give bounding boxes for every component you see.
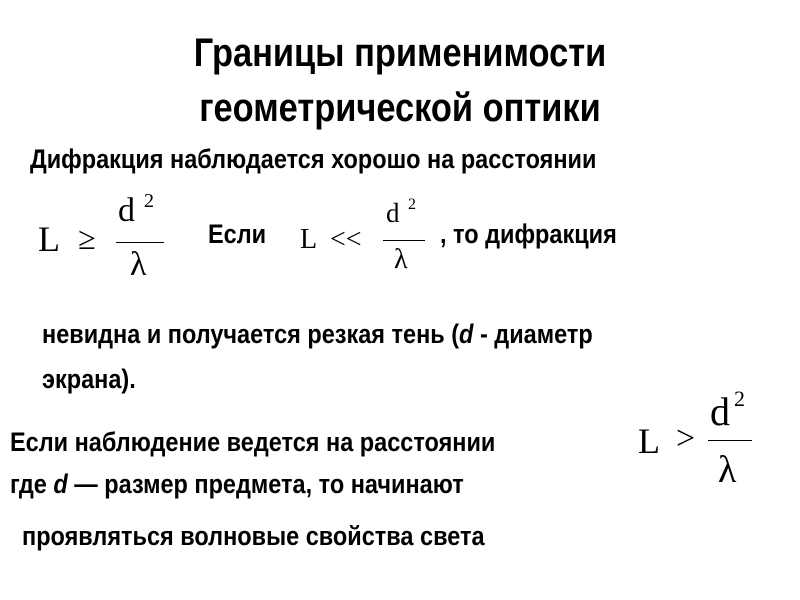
formula-denominator: λ: [394, 244, 408, 275]
text-invisible-sharp-shadow: [42, 318, 593, 350]
formula-exponent: 2: [734, 386, 745, 411]
formula-operator: <<: [330, 224, 362, 255]
text-segment: невидна и получается резкая тень (: [42, 319, 460, 349]
text-screen: экрана).: [42, 364, 136, 394]
text-segment: - диаметр: [473, 319, 593, 349]
formula-lhs: L: [638, 421, 660, 461]
formula-numerator: d: [118, 192, 135, 229]
text-segment: — размер предмета, то начинают: [67, 469, 464, 499]
formula-exponent: 2: [408, 196, 416, 213]
text-diffraction-observed: Дифракция наблюдается хорошо на расстоянии: [30, 144, 597, 174]
formula-diffraction-condition: [38, 190, 178, 290]
text-where-d-size: [10, 468, 464, 500]
text-d-italic: d: [459, 319, 474, 349]
formula-numerator: d: [386, 198, 400, 228]
text-to-diffraction: , то дифракция: [440, 219, 617, 249]
formula-denominator: λ: [130, 246, 147, 283]
fraction-bar: [383, 240, 425, 241]
text-segment: где: [10, 469, 54, 499]
slide-title-line-1: Границы применимости: [193, 31, 607, 75]
formula-exponent: 2: [144, 190, 154, 212]
text-d-italic: d: [53, 469, 68, 499]
formula-lhs: L: [300, 224, 318, 255]
text-wave-properties: проявляться волновые свойства света: [22, 521, 485, 551]
formula-wave-condition: [638, 386, 788, 496]
formula-denominator: λ: [718, 449, 737, 491]
formula-operator: ≥: [78, 220, 96, 256]
text-if-observation: Если наблюдение ведется на расстоянии: [10, 427, 496, 457]
fraction-bar: [708, 440, 752, 441]
formula-numerator: d: [710, 389, 730, 434]
text-esli: Если: [208, 219, 267, 249]
formula-lhs: L: [38, 219, 60, 259]
formula-much-less-condition: [300, 196, 440, 286]
fraction-bar: [116, 242, 164, 243]
slide-title-line-2: геометрической оптики: [199, 86, 601, 130]
formula-operator: >: [676, 420, 696, 457]
